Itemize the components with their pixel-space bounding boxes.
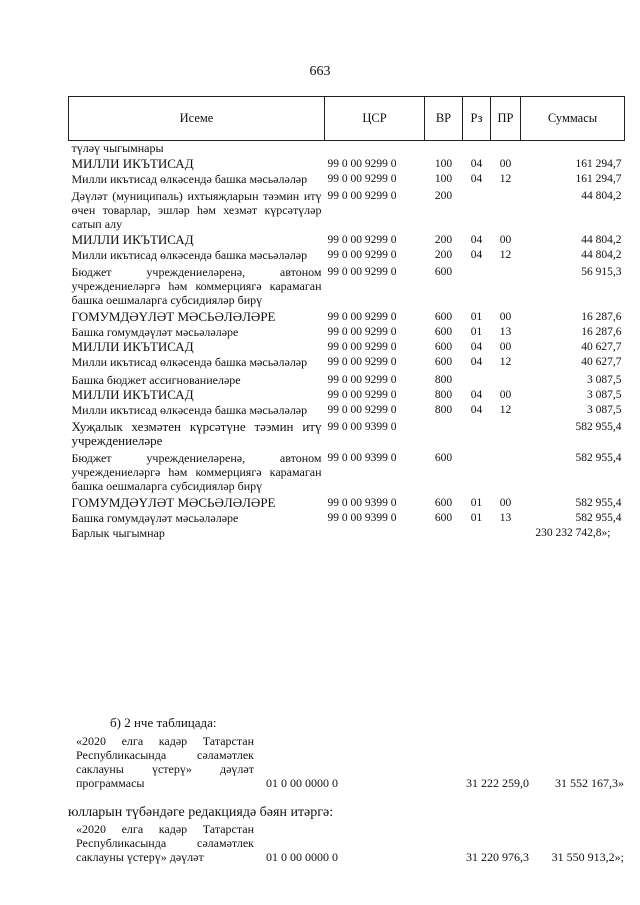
row-vr: 600 xyxy=(434,356,453,368)
row-csr-code: 99 0 00 9299 0 xyxy=(327,374,397,386)
row-pr: 00 xyxy=(499,341,512,353)
row-name: түләү чыгымнары xyxy=(71,141,164,155)
row-pr: 00 xyxy=(499,497,512,509)
row-rz: 04 xyxy=(470,249,483,261)
row-pr xyxy=(491,262,521,307)
table-body xyxy=(69,141,625,541)
row-pr xyxy=(491,448,521,493)
row-pr: 00 xyxy=(499,311,512,323)
row-sum: 582 955,4 xyxy=(575,452,622,464)
row-rz xyxy=(463,369,491,387)
table-row xyxy=(69,155,625,171)
header-name: Исеме xyxy=(69,97,325,141)
row-pr xyxy=(491,186,521,231)
quote-new-code: 01 0 00 0000 0 xyxy=(266,850,338,864)
budget-table xyxy=(68,96,625,540)
row-sum: 582 955,4 xyxy=(575,497,622,509)
row-csr-code: 99 0 00 9299 0 xyxy=(327,266,397,278)
row-rz: 01 xyxy=(470,311,483,323)
row-name: Бюджет учреждениеләренә, автоном учреждениеләргә һәм коммерциягә карамаган башка оешмаларга субсидияләр бирү xyxy=(71,451,322,493)
row-vr xyxy=(425,525,463,540)
row-csr-code: 99 0 00 9399 0 xyxy=(327,452,397,464)
row-pr: 00 xyxy=(499,389,512,401)
row-rz: 04 xyxy=(470,389,483,401)
row-name: МИЛЛИ ИКЪТИСАД xyxy=(71,156,194,171)
row-rz: 01 xyxy=(470,326,483,338)
row-pr: 00 xyxy=(499,158,512,170)
row-vr: 600 xyxy=(434,311,453,323)
row-csr-code: 99 0 00 9299 0 xyxy=(327,158,397,170)
table-row xyxy=(69,354,625,369)
row-pr: 12 xyxy=(499,404,512,416)
row-rz: 01 xyxy=(470,512,483,524)
row-csr-code: 99 0 00 9299 0 xyxy=(327,190,397,202)
row-name: Башка бюджет ассигнованиеләре xyxy=(71,373,241,387)
row-vr: 800 xyxy=(434,374,453,386)
table-row xyxy=(69,493,625,510)
row-sum: 3 087,5 xyxy=(587,404,622,416)
quote-line: саклауны үстерү» дәүләт xyxy=(76,762,254,776)
table-row xyxy=(69,510,625,525)
row-csr-code: 99 0 00 9399 0 xyxy=(327,497,397,509)
row-rz xyxy=(463,525,491,540)
row-csr-code xyxy=(325,141,425,156)
row-rz: 04 xyxy=(470,158,483,170)
row-name: Башка гомумдәүләт мәсьәләләре xyxy=(71,511,239,525)
row-csr-code: 99 0 00 9399 0 xyxy=(327,421,397,433)
row-sum: 161 294,7 xyxy=(575,158,622,170)
row-name: МИЛЛИ ИКЪТИСАД xyxy=(71,339,194,354)
row-rz xyxy=(463,262,491,307)
row-rz: 04 xyxy=(470,356,483,368)
table-row xyxy=(69,307,625,324)
row-vr: 600 xyxy=(434,341,453,353)
row-pr: 13 xyxy=(499,326,512,338)
table-row xyxy=(69,324,625,339)
row-vr: 600 xyxy=(434,512,453,524)
row-name: Милли икътисад өлкәсендә башка мәсьәләләр xyxy=(71,172,308,186)
row-vr: 200 xyxy=(434,249,453,261)
row-vr: 600 xyxy=(434,326,453,338)
table-row xyxy=(69,186,625,231)
row-sum: 40 627,7 xyxy=(581,341,622,353)
row-rz: 04 xyxy=(470,173,483,185)
row-pr xyxy=(491,369,521,387)
quote-line: Республикасында сәламәтлек xyxy=(76,748,254,762)
row-csr-code: 99 0 00 9299 0 xyxy=(327,389,397,401)
row-rz: 04 xyxy=(470,234,483,246)
row-csr-code: 99 0 00 9299 0 xyxy=(327,404,397,416)
instruction-text: юлларын түбәндәге редакциядә бәян итәргә: xyxy=(68,805,334,820)
row-csr-code xyxy=(325,525,425,540)
row-rz: 04 xyxy=(470,341,483,353)
row-vr: 200 xyxy=(434,234,453,246)
row-rz: 04 xyxy=(470,404,483,416)
row-pr: 12 xyxy=(499,249,512,261)
row-sum: 44 804,2 xyxy=(581,249,622,261)
row-sum: 230 232 742,8»; xyxy=(535,527,611,539)
quote-new-value2: 31 550 913,2»; xyxy=(551,850,624,864)
quote-line: «2020 елга кадәр Татарстан xyxy=(76,822,254,836)
header-csr: ЦСР xyxy=(325,97,425,141)
row-sum: 56 915,3 xyxy=(581,266,622,278)
quote-line: «2020 елга кадәр Татарстан xyxy=(76,734,254,748)
quote-new-value1: 31 220 976,3 xyxy=(466,850,529,864)
row-pr xyxy=(491,141,521,156)
row-sum xyxy=(521,141,625,156)
row-vr xyxy=(425,417,463,448)
quote-old-code: 01 0 00 0000 0 xyxy=(266,776,338,790)
row-pr xyxy=(491,525,521,540)
page-number: 663 xyxy=(309,64,331,79)
row-csr-code: 99 0 00 9299 0 xyxy=(327,311,397,323)
row-csr-code: 99 0 00 9299 0 xyxy=(327,326,397,338)
quote-program-old xyxy=(76,734,254,790)
row-vr: 600 xyxy=(434,452,453,464)
row-sum: 44 804,2 xyxy=(581,190,622,202)
row-name: Милли икътисад өлкәсендә башка мәсьәләләр xyxy=(71,355,308,369)
row-sum: 582 955,4 xyxy=(575,512,622,524)
header-vr: ВР xyxy=(425,97,463,141)
row-sum: 3 087,5 xyxy=(587,389,622,401)
row-name: Милли икътисад өлкәсендә башка мәсьәләләр xyxy=(71,403,308,417)
quote-line: саклауны үстерү» дәүләт xyxy=(76,850,204,864)
quote-line: программасы xyxy=(76,776,145,790)
row-name: Башка гомумдәүләт мәсьәләләре xyxy=(71,325,239,339)
row-vr xyxy=(425,141,463,156)
row-vr: 800 xyxy=(434,404,453,416)
row-name: ГОМУМДӘҮЛӘТ МӘСЬӘЛӘЛӘРЕ xyxy=(71,309,276,324)
row-sum: 16 287,6 xyxy=(581,326,622,338)
row-vr: 600 xyxy=(434,497,453,509)
row-name: Хуҗалык хезмәтен күрсәтүне тәэмин итү учреждениеләре xyxy=(71,419,322,448)
quote-program-new xyxy=(76,822,254,864)
row-rz xyxy=(463,186,491,231)
row-vr: 600 xyxy=(434,266,453,278)
row-name: Барлык чыгымнар xyxy=(71,526,165,540)
row-name: ГОМУМДӘҮЛӘТ МӘСЬӘЛӘЛӘРЕ xyxy=(71,495,276,510)
quote-old-value2: 31 552 167,3» xyxy=(555,776,624,790)
row-name: МИЛЛИ ИКЪТИСАД xyxy=(71,232,194,247)
row-csr-code: 99 0 00 9299 0 xyxy=(327,341,397,353)
row-name: Бюджет учреждениеләренә, автоном учреждениеләргә һәм коммерциягә карамаган башка оешмаларга субсидияләр бирү xyxy=(71,265,322,307)
row-rz: 01 xyxy=(470,497,483,509)
table-row xyxy=(69,369,625,387)
row-csr-code: 99 0 00 9299 0 xyxy=(327,173,397,185)
row-name: Милли икътисад өлкәсендә башка мәсьәләләр xyxy=(71,248,308,262)
row-sum: 16 287,6 xyxy=(581,311,622,323)
quote-line: Республикасында сәламәтлек xyxy=(76,836,254,850)
row-pr xyxy=(491,417,521,448)
row-pr: 00 xyxy=(499,234,512,246)
row-vr: 100 xyxy=(434,173,453,185)
table-header-row xyxy=(69,97,625,141)
table-row xyxy=(69,171,625,186)
row-sum: 3 087,5 xyxy=(587,374,622,386)
row-pr: 12 xyxy=(499,356,512,368)
header-sum: Суммасы xyxy=(521,97,625,141)
row-rz xyxy=(463,141,491,156)
row-csr-code: 99 0 00 9299 0 xyxy=(327,234,397,246)
quote-old-value1: 31 222 259,0 xyxy=(466,776,529,790)
row-pr: 12 xyxy=(499,173,512,185)
table-row xyxy=(69,262,625,307)
row-csr-code: 99 0 00 9299 0 xyxy=(327,356,397,368)
header-pr: ПР xyxy=(491,97,521,141)
row-name: Дәүләт (муниципаль) ихтыяҗларын тәэмин итү өчен товарлар, эшләр һәм хезмәт күрсәтүләр сатып алу xyxy=(71,189,322,231)
row-sum: 44 804,2 xyxy=(581,234,622,246)
table-row xyxy=(69,247,625,262)
row-rz xyxy=(463,417,491,448)
row-vr: 100 xyxy=(434,158,453,170)
table-row xyxy=(69,448,625,493)
section-b-heading: б) 2 нче таблицада: xyxy=(110,715,217,730)
table-row xyxy=(69,339,625,354)
row-csr-code: 99 0 00 9299 0 xyxy=(327,249,397,261)
row-csr-code: 99 0 00 9399 0 xyxy=(327,512,397,524)
table-row xyxy=(69,402,625,417)
row-pr: 13 xyxy=(499,512,512,524)
row-sum: 40 627,7 xyxy=(581,356,622,368)
header-rz: Рз xyxy=(463,97,491,141)
table-row xyxy=(69,231,625,247)
row-vr: 200 xyxy=(434,190,453,202)
table-row xyxy=(69,141,625,156)
table-row xyxy=(69,417,625,448)
row-vr: 800 xyxy=(434,389,453,401)
row-sum: 582 955,4 xyxy=(575,421,622,433)
row-sum: 161 294,7 xyxy=(575,173,622,185)
row-rz xyxy=(463,448,491,493)
row-name: МИЛЛИ ИКЪТИСАД xyxy=(71,387,194,402)
table-row xyxy=(69,387,625,402)
table-row-total xyxy=(69,525,625,540)
